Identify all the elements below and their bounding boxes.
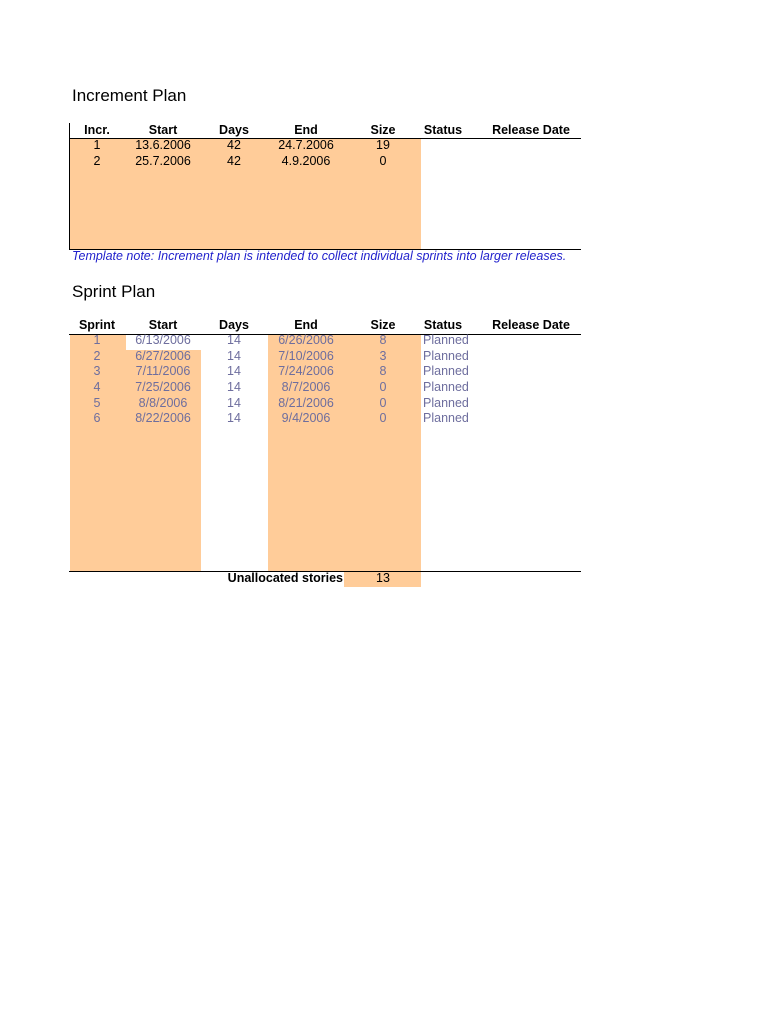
header-days: Days bbox=[219, 123, 249, 137]
start-cell: 7/11/2006 bbox=[135, 364, 191, 379]
unallocated-label: Unallocated stories bbox=[227, 571, 343, 585]
end-cell: 24.7.2006 bbox=[278, 138, 334, 152]
end-cell: 8/21/2006 bbox=[278, 395, 334, 410]
header-size: Size bbox=[370, 318, 396, 332]
status-cell: Planned bbox=[423, 411, 469, 426]
header-size: Size bbox=[370, 123, 396, 137]
table-row bbox=[69, 349, 581, 365]
header-days: Days bbox=[219, 318, 249, 332]
table-row bbox=[69, 138, 581, 154]
end-cell: 4.9.2006 bbox=[281, 153, 331, 168]
table-row bbox=[69, 364, 581, 380]
start-cell: 8/22/2006 bbox=[135, 411, 191, 426]
start-cell: 7/25/2006 bbox=[135, 380, 191, 395]
start-cell: 6/13/2006 bbox=[135, 333, 191, 347]
end-cell: 9/4/2006 bbox=[281, 411, 331, 426]
days-cell: 42 bbox=[227, 153, 241, 168]
header-release-date: Release Date bbox=[492, 318, 570, 332]
header-start: Start bbox=[148, 318, 178, 332]
header-sprint: Sprint bbox=[78, 318, 116, 332]
status-cell: Planned bbox=[423, 333, 469, 347]
sprint-plan-title: Sprint Plan bbox=[72, 282, 156, 301]
sprint-plan-table bbox=[69, 318, 581, 590]
table-row bbox=[69, 333, 581, 349]
sprint-cell: 2 bbox=[93, 348, 101, 363]
table-row bbox=[69, 154, 581, 170]
days-cell: 14 bbox=[227, 364, 241, 379]
end-cell: 6/26/2006 bbox=[278, 333, 334, 347]
status-cell: Planned bbox=[423, 380, 469, 395]
status-cell: Planned bbox=[423, 364, 469, 379]
header-status: Status bbox=[423, 318, 463, 332]
days-cell: 14 bbox=[227, 411, 241, 426]
days-cell: 42 bbox=[227, 138, 241, 152]
start-cell: 6/27/2006 bbox=[135, 348, 191, 363]
size-cell: 0 bbox=[379, 395, 387, 410]
header-incr: Incr. bbox=[84, 123, 110, 137]
header-start: Start bbox=[148, 123, 178, 137]
days-cell: 14 bbox=[227, 333, 241, 347]
end-cell: 7/10/2006 bbox=[278, 348, 334, 363]
size-cell: 8 bbox=[379, 364, 387, 379]
size-cell: 19 bbox=[376, 138, 390, 152]
sprint-cell: 5 bbox=[93, 395, 101, 410]
increment-plan-title: Increment Plan bbox=[72, 86, 187, 105]
header-end: End bbox=[294, 318, 318, 332]
template-note: Template note: Increment plan is intended to collect individual sprints into larger releases. bbox=[72, 249, 567, 263]
sprint-cell: 4 bbox=[93, 380, 101, 395]
header-status: Status bbox=[423, 123, 463, 137]
increment-header-row bbox=[69, 123, 581, 137]
size-cell: 0 bbox=[379, 153, 387, 168]
header-release-date: Release Date bbox=[492, 123, 570, 137]
start-cell: 13.6.2006 bbox=[135, 138, 191, 152]
sprint-header-row bbox=[69, 318, 581, 332]
table-row bbox=[69, 380, 581, 396]
start-cell: 25.7.2006 bbox=[135, 153, 191, 168]
days-cell: 14 bbox=[227, 380, 241, 395]
incr-cell: 1 bbox=[93, 138, 101, 152]
end-cell: 7/24/2006 bbox=[278, 364, 334, 379]
incr-cell: 2 bbox=[93, 153, 101, 168]
size-cell: 0 bbox=[379, 380, 387, 395]
size-cell: 3 bbox=[379, 348, 387, 363]
days-cell: 14 bbox=[227, 348, 241, 363]
size-cell: 0 bbox=[379, 411, 387, 426]
sprint-cell: 3 bbox=[93, 364, 101, 379]
end-cell: 8/7/2006 bbox=[281, 380, 331, 395]
status-cell: Planned bbox=[423, 395, 469, 410]
header-end: End bbox=[294, 123, 318, 137]
days-cell: 14 bbox=[227, 395, 241, 410]
unallocated-value: 13 bbox=[376, 571, 390, 585]
start-cell: 8/8/2006 bbox=[138, 395, 188, 410]
sprint-cell: 6 bbox=[93, 411, 101, 426]
size-cell: 8 bbox=[379, 333, 387, 347]
status-cell: Planned bbox=[423, 348, 469, 363]
increment-plan-table bbox=[69, 123, 581, 251]
table-row bbox=[69, 396, 581, 412]
table-row bbox=[69, 411, 581, 427]
sprint-cell: 1 bbox=[93, 333, 101, 347]
